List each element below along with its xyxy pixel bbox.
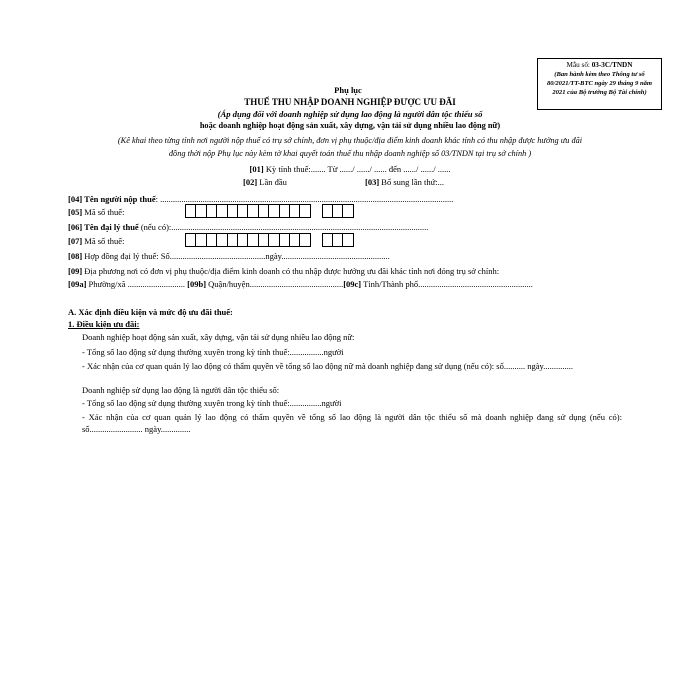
section-a-sub1: 1. Điều kiện ưu đãi: xyxy=(68,319,140,329)
agent-tax-id-label-row xyxy=(68,236,124,246)
ward-field[interactable]: Phường/xã ........................... xyxy=(86,279,188,289)
form-code: 03-3C/TNDN xyxy=(591,61,633,69)
tax-id-cell[interactable] xyxy=(342,204,353,218)
female-labor-heading: Doanh nghiệp hoạt động sản xuất, xây dựng, vận tải sử dụng nhiều lao động nữ: xyxy=(82,332,355,342)
form-note-3: 2021 của Bộ trưởng Bộ Tài chính) xyxy=(552,89,647,96)
tax-agent-name-field[interactable] xyxy=(68,222,428,232)
tax-agent-name-code: [06] xyxy=(68,222,83,232)
agent-tax-id-cells[interactable] xyxy=(185,233,353,247)
female-labor-confirmation[interactable]: - Xác nhận của cơ quan quản lý lao động có thẩm quyền về tổng số lao động nữ mà doanh nghiệp đang sử dụng (nếu có): số.......... ngày.............. xyxy=(82,361,573,371)
subtitle-line-2: hoặc doanh nghiệp hoạt động sản xuất, xây dựng, vận tải sử dụng nhiều lao động nữ) xyxy=(199,121,501,130)
tax-id-cell[interactable] xyxy=(342,233,353,247)
first-filing xyxy=(243,177,287,187)
district-field[interactable]: Quận/huyện............................................ xyxy=(206,279,344,289)
supplementary-filing xyxy=(365,177,444,187)
taxpayer-name-dots: : .......................................................................................................................................... xyxy=(155,194,454,204)
agent-contract-code: [08] xyxy=(68,251,83,261)
branch-location-fields[interactable] xyxy=(68,279,533,289)
female-labor-total[interactable]: - Tổng số lao động sử dụng thường xuyên trong kỳ tính thuế:................người xyxy=(82,347,344,357)
page-title: THUẾ THU NHẬP DOANH NGHIỆP ĐƯỢC ƯU ĐÃI xyxy=(244,97,456,107)
instruction-line-1: (Kê khai theo từng tỉnh nơi người nộp thuế có trụ sở chính, đơn vị phụ thuộc/địa điểm kinh doanh khác tỉnh có thu nhập được hưởng ưu đãi xyxy=(117,136,583,145)
taxpayer-name-field[interactable] xyxy=(68,194,453,204)
tax-agent-name-label: Tên đại lý thuế xyxy=(82,222,139,232)
district-code: [09b] xyxy=(187,279,207,289)
agent-tax-id-code: [07] xyxy=(68,236,83,246)
tax-agent-name-dots: (nếu có):......................................................................................................................... xyxy=(138,222,429,232)
branch-location-code: [09] xyxy=(68,266,83,276)
form-code-line: Mẫu số: 03-3C/TNDN xyxy=(566,61,633,69)
tax-id-gap xyxy=(310,233,322,247)
period-label: Kỳ tính thuế:....... Từ ....../ ....../ ...... đến ....../ ....../ ...... xyxy=(263,164,451,174)
province-field[interactable]: Tỉnh/Thành phố...................................................... xyxy=(361,279,533,289)
taxpayer-tax-id-code: [05] xyxy=(68,207,83,217)
first-filing-code: [02] xyxy=(243,177,258,187)
first-filing-label: Lần đầu xyxy=(257,177,287,187)
branch-location-label: Địa phương nơi có đơn vị phụ thuộc/địa điểm kinh doanh có thu nhập được hưởng ưu đãi khác tỉnh nơi đóng trụ sở chính: xyxy=(82,266,500,276)
taxpayer-tax-id-cells[interactable] xyxy=(185,204,353,218)
form-note-2: 80/2021/TT-BTC ngày 29 tháng 9 năm xyxy=(546,80,653,87)
subtitle-line-1: (Áp dụng đối với doanh nghiệp sử dụng lao động là người dân tộc thiểu số xyxy=(217,109,483,119)
taxpayer-name-label: Tên người nộp thuế xyxy=(82,194,156,204)
agent-contract-field[interactable] xyxy=(68,251,390,261)
tax-period xyxy=(0,164,700,174)
agent-tax-id-label: Mã số thuế: xyxy=(82,236,125,246)
supplementary-label: Bổ sung lần thứ:... xyxy=(379,177,444,187)
ethnic-labor-confirmation[interactable]: - Xác nhận của cơ quan quản lý lao động có thẩm quyền về tổng số lao động là người dân tộc thiểu số mà doanh nghiệp đang sử dụng (nếu có): số......................... ngày.............. xyxy=(82,412,622,434)
form-note-1: (Ban hành kèm theo Thông tư số xyxy=(554,71,645,78)
ward-code: [09a] xyxy=(68,279,87,289)
tax-id-gap xyxy=(310,204,322,218)
agent-contract-label: Hợp đồng đại lý thuế: Số.............................................ngày................................................... xyxy=(82,251,390,261)
ethnic-labor-total[interactable]: - Tổng số lao động sử dụng thường xuyên trong kỳ tính thuế:...............người xyxy=(82,398,342,408)
instruction-line-2: đồng thời nộp Phụ lục này kèm tờ khai quyết toán thuế thu nhập doanh nghiệp số 03/TNDN tại trụ sở chính ) xyxy=(168,149,532,158)
ethnic-labor-heading: Doanh nghiệp sử dụng lao động là người dân tộc thiểu số: xyxy=(82,385,280,395)
taxpayer-tax-id-label: Mã số thuế: xyxy=(82,207,125,217)
taxpayer-name-code: [04] xyxy=(68,194,83,204)
supplementary-code: [03] xyxy=(365,177,380,187)
section-a-title: A. Xác định điều kiện và mức độ ưu đãi thuế: xyxy=(68,307,233,317)
appendix-label: Phụ lục xyxy=(334,85,362,95)
branch-location-label-row xyxy=(68,266,499,276)
period-code: [01] xyxy=(249,164,264,174)
taxpayer-tax-id-label-row xyxy=(68,207,124,217)
province-code: [09c] xyxy=(343,279,362,289)
